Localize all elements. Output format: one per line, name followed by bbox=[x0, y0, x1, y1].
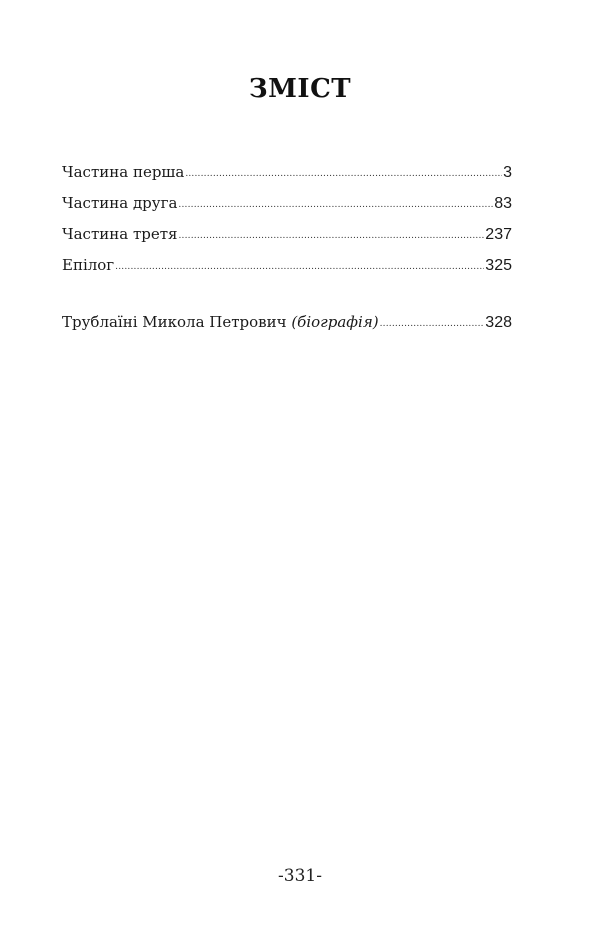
toc-entry-part-three[interactable] bbox=[62, 222, 512, 253]
toc-entry-part-one[interactable] bbox=[62, 160, 512, 191]
toc-entry-label bbox=[62, 310, 379, 334]
toc-entry-page: 3 bbox=[503, 164, 512, 181]
toc-entry-part-two[interactable] bbox=[62, 191, 512, 222]
page-title: ЗМІСТ bbox=[248, 74, 352, 104]
toc-entry-label: Частина перша bbox=[62, 163, 185, 181]
toc-entry-page: 83 bbox=[494, 195, 512, 212]
toc-entry-label-italic: (біографія) bbox=[291, 313, 379, 331]
toc-entry-page: 328 bbox=[485, 314, 512, 331]
page-number: -331- bbox=[278, 866, 322, 886]
dot-leader bbox=[115, 255, 484, 279]
toc-entry-epilogue[interactable] bbox=[62, 253, 512, 284]
table-of-contents bbox=[62, 160, 512, 341]
dot-leader bbox=[178, 193, 493, 217]
toc-entry-label: Епілог bbox=[62, 256, 115, 274]
toc-entry-biography[interactable] bbox=[62, 310, 512, 341]
toc-entry-page: 237 bbox=[485, 226, 512, 243]
dot-leader bbox=[185, 162, 502, 186]
toc-entry-label-main: Трублаїні Микола Петрович bbox=[62, 313, 292, 331]
toc-entry-label: Частина третя bbox=[62, 225, 178, 243]
dot-leader bbox=[178, 224, 484, 248]
dot-leader bbox=[380, 312, 485, 336]
toc-entry-page: 325 bbox=[485, 257, 512, 274]
toc-entry-label: Частина друга bbox=[62, 194, 178, 212]
